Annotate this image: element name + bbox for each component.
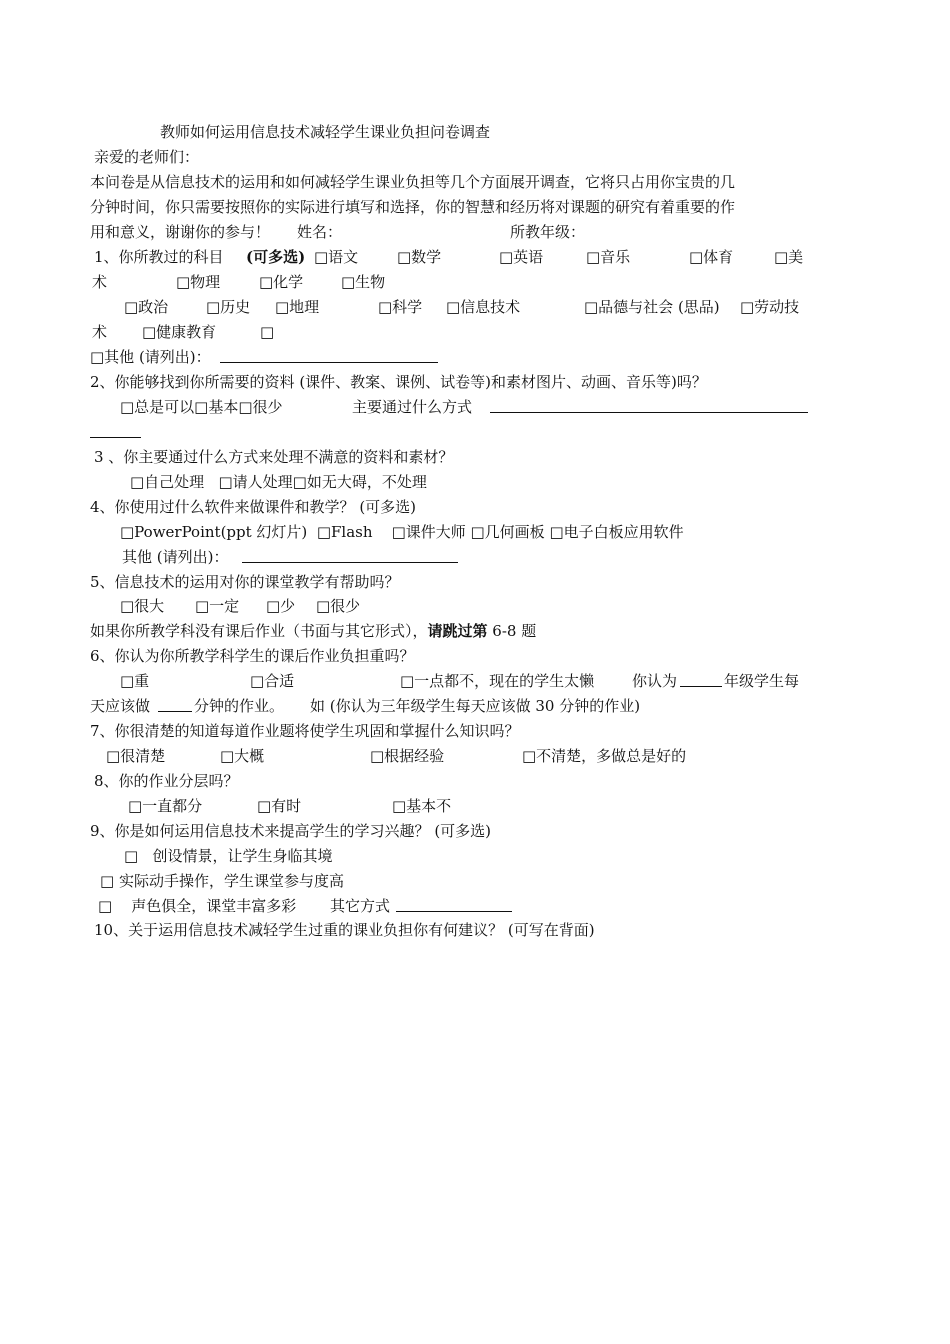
q7-option-3[interactable]: □根据经验	[370, 747, 445, 765]
q6-option-1[interactable]: □重	[120, 672, 150, 690]
q4-other-label: 其他 (请列出)：	[122, 548, 229, 566]
q1-other-label: □其他 (请列出)：	[90, 348, 211, 366]
q1-option-art[interactable]: □美	[774, 248, 804, 266]
q5-option-4[interactable]: □很少	[316, 597, 361, 615]
q4-options[interactable]: □PowerPoint(ppt 幻灯片) □Flash □课件大师 □几何画板 □电子白板应用软件	[120, 523, 684, 541]
q6-grade-label-2: 年级学生每	[724, 672, 800, 690]
q7-option-4[interactable]: □不清楚，多做总是好的	[522, 747, 687, 765]
q2-method-label: 主要通过什么方式	[352, 398, 473, 416]
q4-other-blank[interactable]	[242, 562, 458, 563]
q6-prompt: 6、你认为你所教学科学生的课后作业负担重吗？	[90, 647, 415, 665]
q9-other-label: 其它方式	[330, 897, 391, 915]
q1-option-labor-cont: 术	[92, 323, 108, 341]
q3-prompt: 3 、你主要通过什么方式来处理不满意的资料和素材？	[94, 448, 454, 466]
q2-method-blank-cont[interactable]	[90, 437, 141, 438]
q1-option-math[interactable]: □数学	[397, 248, 442, 266]
q8-option-1[interactable]: □一直都分	[128, 797, 203, 815]
q1-option-blank[interactable]: □	[260, 323, 275, 341]
q2-options[interactable]: □总是可以□基本□很少	[120, 398, 283, 416]
q9-other-blank[interactable]	[396, 911, 512, 912]
q1-option-chinese[interactable]: □语文	[314, 248, 359, 266]
q1-option-it[interactable]: □信息技术	[446, 298, 521, 316]
intro-line-1: 本问卷是从信息技术的运用和如何减轻学生课业负担等几个方面展开调查，它将只占用你宝贵的几	[90, 173, 736, 191]
q1-option-biology[interactable]: □生物	[341, 273, 386, 291]
skip-note-range: 6-8 题	[487, 622, 537, 640]
q10-prompt: 10、关于运用信息技术减轻学生过重的课业负担你有何建议？ (可写在背面)	[94, 921, 595, 939]
q1-option-english[interactable]: □英语	[499, 248, 544, 266]
q1-option-health[interactable]: □健康教育	[142, 323, 217, 341]
q1-other-blank[interactable]	[220, 362, 438, 363]
q5-option-2[interactable]: □一定	[195, 597, 240, 615]
q1-prompt: 1、你所教过的科目	[94, 248, 224, 266]
q8-prompt: 8、你的作业分层吗？	[94, 772, 239, 790]
skip-note	[90, 621, 536, 641]
q1-option-art-cont: 术	[92, 273, 108, 291]
q6-grade-label: 你认为	[632, 672, 678, 690]
q6-minutes-label: 天应该做	[90, 697, 151, 715]
q9-option-1[interactable]: □ 创设情景，让学生身临其境	[124, 847, 333, 865]
q5-option-3[interactable]: □少	[266, 597, 296, 615]
q9-option-3[interactable]: □ 声色俱全，课堂丰富多彩	[98, 897, 297, 915]
name-label: 姓名：	[297, 223, 343, 241]
q3-options[interactable]: □自己处理 □请人处理□如无大碍，不处理	[130, 473, 427, 491]
page-title: 教师如何运用信息技术减轻学生课业负担问卷调查	[160, 123, 491, 141]
q1-option-politics[interactable]: □政治	[124, 298, 169, 316]
q1-option-chemistry[interactable]: □化学	[259, 273, 304, 291]
q2-method-blank[interactable]	[490, 412, 808, 413]
q1-option-music[interactable]: □音乐	[586, 248, 631, 266]
q1-option-physics[interactable]: □物理	[176, 273, 221, 291]
q7-option-1[interactable]: □很清楚	[106, 747, 166, 765]
q6-option-3[interactable]: □一点都不，现在的学生太懒	[400, 672, 595, 690]
intro-line-2: 分钟时间，你只需要按照你的实际进行填写和选择，你的智慧和经历将对课题的研究有着重要的作	[90, 198, 736, 216]
q1-option-labor[interactable]: □劳动技	[740, 298, 800, 316]
q5-option-1[interactable]: □很大	[120, 597, 165, 615]
greeting: 亲爱的老师们：	[94, 148, 200, 166]
q8-option-3[interactable]: □基本不	[392, 797, 452, 815]
q6-grade-blank[interactable]	[680, 686, 722, 687]
q6-example: 如 (你认为三年级学生每天应该做 30 分钟的作业)	[310, 697, 641, 715]
q7-option-2[interactable]: □大概	[220, 747, 265, 765]
skip-note-bold: 请跳过第	[427, 622, 488, 640]
q6-option-2[interactable]: □合适	[250, 672, 295, 690]
q5-prompt: 5、信息技术的运用对你的课堂教学有帮助吗？	[90, 573, 400, 591]
q7-prompt: 7、你很清楚的知道每道作业题将使学生巩固和掌握什么知识吗？	[90, 722, 520, 740]
q1-option-pe[interactable]: □体育	[689, 248, 734, 266]
q9-option-2[interactable]: □ 实际动手操作，学生课堂参与度高	[100, 872, 344, 890]
q9-prompt: 9、你是如何运用信息技术来提高学生的学习兴趣？ (可多选)	[90, 822, 492, 840]
intro-line-3: 用和意义，谢谢你的参与！	[90, 223, 271, 241]
q6-minutes-label-2: 分钟的作业。	[194, 697, 285, 715]
q4-prompt: 4、你使用过什么软件来做课件和教学？ (可多选)	[90, 498, 417, 516]
q1-option-history[interactable]: □历史	[206, 298, 251, 316]
skip-note-text: 如果你所教学科没有课后作业（书面与其它形式），	[90, 622, 428, 640]
grade-label: 所教年级：	[510, 223, 586, 241]
q2-prompt: 2、你能够找到你所需要的资料 (课件、教案、课例、试卷等)和素材图片、动画、音乐等)吗？	[90, 373, 707, 391]
q1-option-science[interactable]: □科学	[378, 298, 423, 316]
q8-option-2[interactable]: □有时	[257, 797, 302, 815]
q6-minutes-blank[interactable]	[158, 711, 192, 712]
q1-multi-note: (可多选)	[246, 248, 306, 266]
q1-option-morality[interactable]: □品德与社会 (思品)	[584, 298, 720, 316]
q1-option-geography[interactable]: □地理	[275, 298, 320, 316]
